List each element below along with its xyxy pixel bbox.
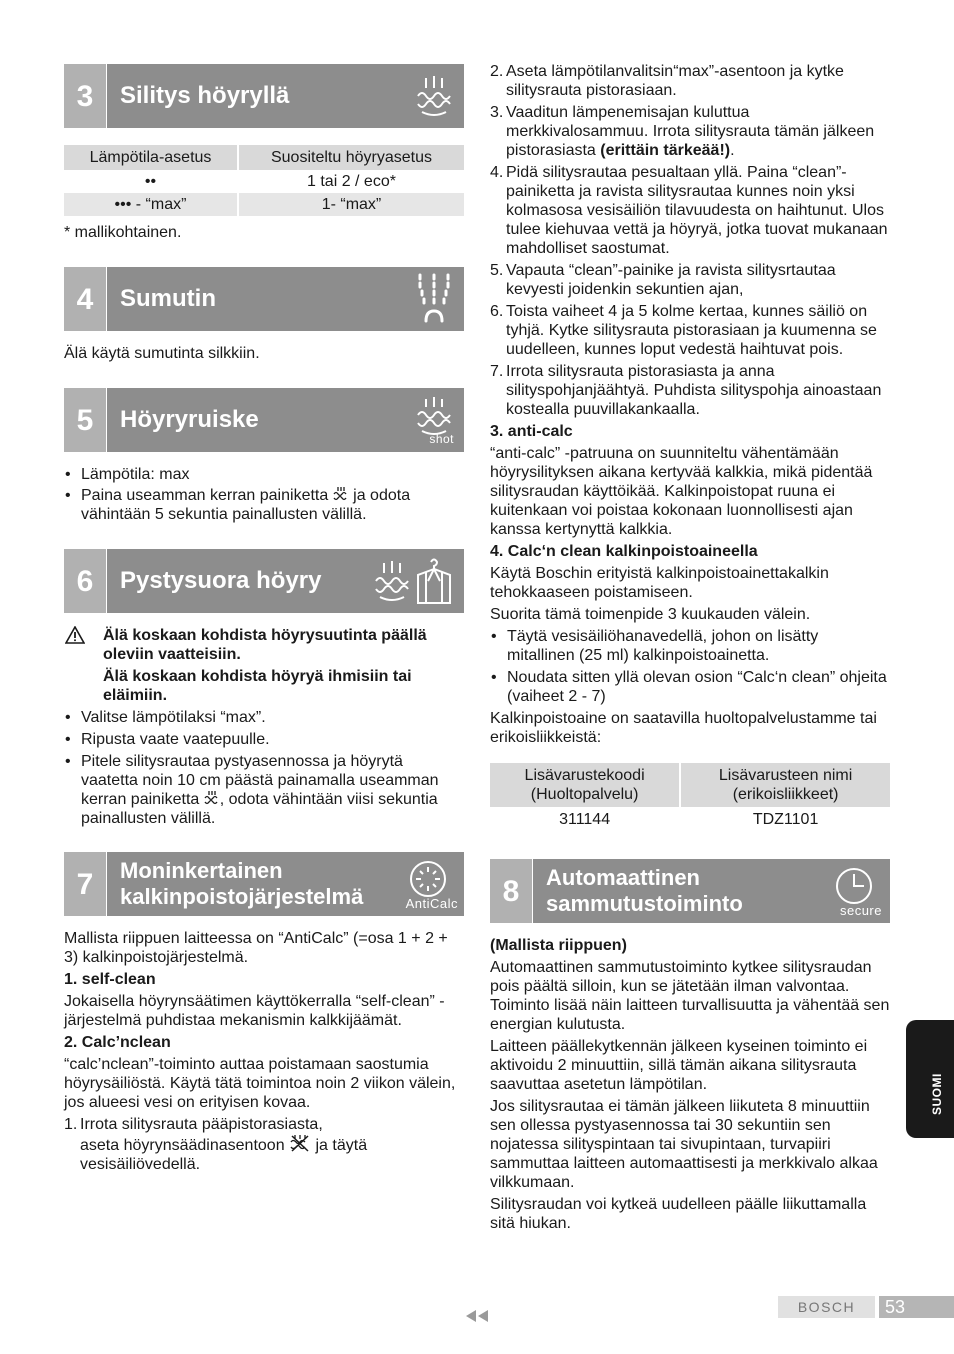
list-item <box>64 1115 464 1174</box>
left-column <box>64 64 464 1174</box>
section-title-line: sammutustoiminto <box>546 891 743 916</box>
paragraph: Suorita tämä toimenpide 3 kuukauden välein. <box>490 606 811 623</box>
page-number: 53 <box>879 1296 954 1318</box>
punctuation: . <box>730 142 735 159</box>
back-arrows-icon <box>464 1309 492 1323</box>
steam-off-icon <box>289 1134 311 1152</box>
section-title-line: Moninkertainen <box>120 858 283 883</box>
emphasis: (erittäin tärkeää!) <box>600 142 731 159</box>
section-number: 3 <box>64 64 107 128</box>
list-item <box>490 362 890 419</box>
warning-block <box>64 626 464 705</box>
list-item-text: ja täytä vesisäiliövedellä. <box>80 1137 368 1173</box>
paragraph: Laitteen päällekytkennän jälkeen kyseinen toiminto ei aktivoidu 2 minuuttiin, sillä tämän aikana silitysrauta saavuttaa asetetun lämpötilan. <box>490 1038 868 1093</box>
spray-icon <box>414 273 454 325</box>
section-title: Silitys höyryllä <box>120 82 290 109</box>
table-cell: 1- “max” <box>238 193 464 216</box>
table-header: Suositeltu höyryasetus <box>238 145 464 170</box>
footnote: * mallikohtainen. <box>64 224 182 241</box>
table-header-line: (Huoltopalvelu) <box>530 786 639 803</box>
list-item-text: Irrota silitysrauta pistorasiasta ja anna silityspohjanjäähtyä. Puhdista silityspohja ainoastaan kostealla puuvillakankaalla. <box>506 363 882 418</box>
warning-text: Älä koskaan kohdista höyryä ihmisiin tai eläimiin. <box>103 668 412 704</box>
subheading: 3. anti-calc <box>490 423 573 440</box>
steam-table <box>64 145 464 216</box>
steam-button-icon <box>204 790 220 806</box>
list-item <box>490 62 890 100</box>
paragraph: Silitysraudan voi kytkeä uudelleen päälle liikuttamalla sitä hiukan. <box>490 1196 867 1232</box>
section-4-header <box>64 267 464 331</box>
section-3-header <box>64 64 464 128</box>
table-header-line: (erikoisliikkeet) <box>732 786 839 803</box>
section-number: 8 <box>490 859 533 923</box>
table-cell: TDZ1101 <box>752 811 819 828</box>
calcnclean-steps-cont <box>490 62 890 419</box>
list-item <box>490 302 890 359</box>
warning-icon <box>65 626 85 644</box>
brand-label: BOSCH <box>778 1296 875 1318</box>
vertical-steam-icon <box>374 555 454 607</box>
paragraph: Automaattinen sammutustoiminto kytkee silitysraudan pois päältä silloin, kun se jätetään ilman valvontaa. Toiminto lisää näin laitteen turvallisuutta ja vähentää sen energian kulutusta. <box>490 959 890 1033</box>
descaler-list <box>490 627 890 706</box>
anticalc-intro: Mallista riippuen laitteessa on “AntiCalc” (=osa 1 + 2 + 3) kalkinpoistojärjestelmä. <box>64 930 448 966</box>
table-cell: ••• - “max” <box>64 193 238 216</box>
step-number: 1. <box>64 1116 78 1133</box>
list-item <box>490 668 890 706</box>
spray-text: Älä käytä sumutinta silkkiin. <box>64 345 260 362</box>
step-number: 5. <box>490 262 504 279</box>
table-cell: 311144 <box>490 807 680 831</box>
secure-label: secure <box>839 903 882 918</box>
section-number: 4 <box>64 267 107 331</box>
list-item <box>64 752 464 828</box>
step-number: 4. <box>490 164 504 181</box>
step-number: 2. <box>490 63 504 80</box>
right-column <box>490 62 890 1233</box>
language-tab <box>906 1020 954 1138</box>
section-title: Pystysuora höyry <box>120 567 322 594</box>
list-item <box>490 163 890 258</box>
section-number: 5 <box>64 388 107 452</box>
anticalc-label: AntiCalc <box>405 896 458 911</box>
shot-label: shot <box>429 432 454 446</box>
section-title-line: kalkinpoistojärjestelmä <box>120 884 364 909</box>
list-item-text: Täytä vesisäiliöhanavedellä, johon on lisätty mitallinen (25 ml) kalkinpoistoainetta. <box>507 628 819 664</box>
list-item-text: Ripusta vaate vaatepuulle. <box>81 731 270 748</box>
table-header: Lämpötila-asetus <box>64 145 238 170</box>
list-item-text: Toista vaiheet 4 ja 5 kolme kertaa, kunnes säiliö on tyhjä. Kytke silitysrauta pistorasiaan ja kuumenna se uudelleen, kunnes loput vedestä haihtuvat pois. <box>506 303 877 358</box>
paragraph: Kalkinpoistoaine on saatavilla huoltopalvelustamme tai erikoisliikkeistä: <box>490 710 877 746</box>
paragraph: Jos silitysrautaa ei tämän jälkeen liikuteta 8 minuuttiin sen ollessa pystyasennossa tai 30 sekuntiin sen nojatessa silityspintaan tai sivupintaan, turvapiiri sammuttaa laitteen automaattisesti ja merkkivalo alkaa vilkkumaan. <box>490 1098 878 1191</box>
list-item-text: Aseta lämpötilanvalitsin“max”-asentoon ja kytke silitysrauta pistorasiaan. <box>506 63 844 99</box>
table-header-line: Lisävarustekoodi <box>524 767 645 784</box>
list-item-text: Vaaditun lämpenemisajan kuluttua merkkivalosammuu. Irrota silitysrauta tämän jälkeen pistorasiasta <box>506 104 875 159</box>
accessory-table <box>490 763 890 831</box>
steam-button-icon <box>333 486 349 502</box>
table-row <box>490 807 890 831</box>
list-item-text: , odota vähintään viisi sekuntia painallusten välillä. <box>81 791 438 827</box>
section-number: 6 <box>64 549 107 613</box>
paragraph: “anti-calc” -patruuna on suunniteltu vähentämään höyrysilityksen aikana kertyvää kalkkia, mikä pidentää silitysraudan käyttöikää. Kalkinpoistopat ruuna ei kuitenkaan voi poistaa kokonaan luonnollisesti ajan kanssa kertynyttä kalkkia. <box>490 445 873 538</box>
section-6-header <box>64 549 464 613</box>
list-item-text: Pitele silitysrautaa pystyasennossa ja höyrytä vaatetta noin 10 cm päästä painamalla useamman kerran painiketta <box>81 753 439 808</box>
subheading: (Mallista riippuen) <box>490 937 627 954</box>
paragraph: Käytä Boschin erityistä kalkinpoistoainettakalkin tehokkaaseen poistamiseen. <box>490 565 829 601</box>
table-row <box>64 193 464 216</box>
shot-list <box>64 465 464 524</box>
garment-icon <box>414 556 454 606</box>
list-item <box>490 627 890 665</box>
list-item-text: aseta höyrynsäädinasentoon <box>80 1137 285 1154</box>
list-item-text: ja odota vähintään 5 sekuntia painallusten välillä. <box>81 487 411 523</box>
paragraph: Jokaisella höyrynsäätimen käyttökerralla “self-clean” -järjestelmä puhdistaa mekanismin kalkkijäämät. <box>64 993 445 1029</box>
warning-text: Älä koskaan kohdista höyrysuutinta päällä oleviin vaatteisiin. <box>103 627 427 663</box>
section-title: Höyryruiske <box>120 406 259 433</box>
page-footer <box>778 1296 954 1318</box>
list-item-text: Irrota silitysrauta pääpistorasiasta, <box>80 1116 323 1133</box>
section-8-header <box>490 859 890 923</box>
steam-icon <box>374 559 410 603</box>
subheading: 2. Calc’nclean <box>64 1034 171 1051</box>
table-row <box>64 170 464 193</box>
list-item <box>490 261 890 299</box>
list-item <box>64 708 464 727</box>
steam-icon <box>414 70 454 122</box>
list-item-text: Lämpötila: max <box>81 466 190 483</box>
table-header <box>680 763 890 807</box>
list-item-text: Noudata sitten yllä olevan osion “Calc‘n clean” ohjeita (vaiheet 2 - 7) <box>507 669 887 705</box>
paragraph: “calc’nclean”-toiminto auttaa poistamaan saostumia höyrysäiliöstä. Käytä tätä toimintoa noin 2 viikon välein, jos alueesi vesi on erityisen kovaa. <box>64 1056 456 1111</box>
list-item-text: Paina useamman kerran painiketta <box>81 487 329 504</box>
table-cell: •• <box>64 170 238 193</box>
list-item-text: Valitse lämpötilaksi “max”. <box>81 709 266 726</box>
section-title: Sumutin <box>120 285 216 312</box>
table-cell: 1 tai 2 / eco* <box>307 173 396 190</box>
section-5-header <box>64 388 464 452</box>
section-number: 7 <box>64 852 107 916</box>
language-label: SUOMI <box>930 1073 944 1115</box>
list-item <box>64 486 464 524</box>
table-header-line: Lisävarusteen nimi <box>718 767 853 784</box>
list-item-text: Vapauta “clean”-painike ja ravista silitysrtautaa kevyesti joidenkin sekuntien ajan, <box>506 262 836 298</box>
calcnclean-steps <box>64 1115 464 1174</box>
vertical-list <box>64 708 464 828</box>
section-7-header <box>64 852 464 916</box>
subheading: 1. self-clean <box>64 971 156 988</box>
subheading: 4. Calc‘n clean kalkinpoistoaineella <box>490 543 758 560</box>
list-item <box>64 730 464 749</box>
step-number: 6. <box>490 303 504 320</box>
list-item <box>64 465 464 484</box>
step-number: 7. <box>490 363 504 380</box>
list-item-text: Pidä silitysrautaa pesualtaan yllä. Paina “clean”-painiketta ja ravista silitysrautaa kunnes noin yksi kolmasosa vesisäiliön tilavuudesta on haihtunut. Ulos tulee kiehuvaa vettä ja höyryä, jotka tuovat mukanaan mahdolliset saostumat. <box>506 164 888 257</box>
section-title-line: Automaattinen <box>546 865 700 890</box>
list-item <box>490 103 890 160</box>
step-number: 3. <box>490 104 504 121</box>
table-header <box>490 763 680 807</box>
